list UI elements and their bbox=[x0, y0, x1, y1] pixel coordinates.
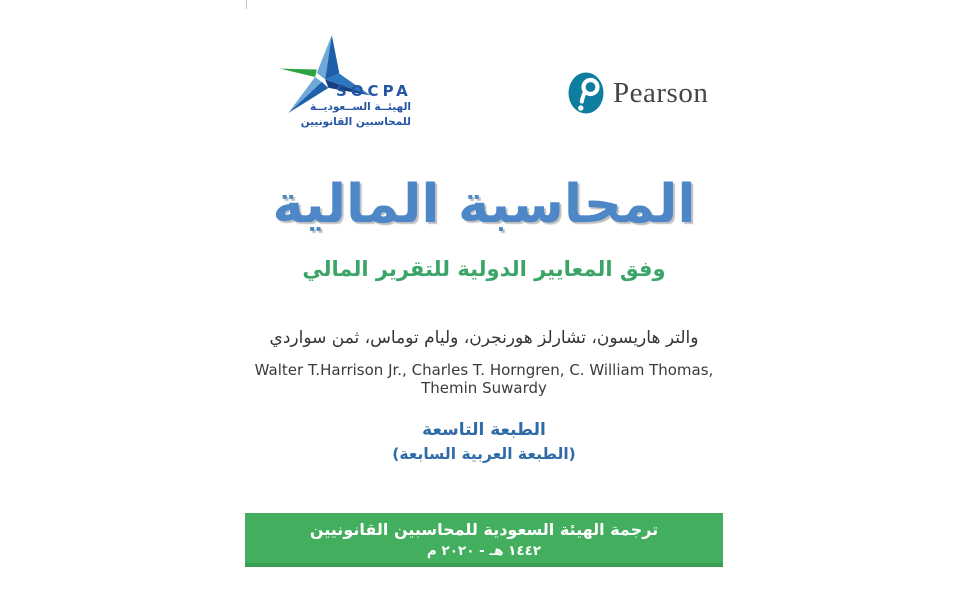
crop-mark bbox=[246, 0, 247, 9]
authors-arabic: والتر هاريسون، تشارلز هورنجرن، وليام توماس، ثمن سواردي bbox=[269, 328, 699, 348]
pearson-wordmark: Pearson bbox=[613, 76, 709, 109]
authors-english-line2: Themin Suwardy bbox=[421, 379, 547, 397]
publisher-banner bbox=[245, 513, 723, 567]
pearson-monogram-icon bbox=[568, 72, 604, 114]
socpa-tagline-line1: الهيئــة الســعوديــة bbox=[309, 101, 411, 113]
socpa-tagline-line2: للمحاسبين القانونيين bbox=[300, 116, 411, 128]
edition-line1: الطبعة التاسعة bbox=[422, 420, 546, 440]
publisher-banner-line1: ترجمة الهيئة السعودية للمحاسبين القانونيين bbox=[309, 520, 659, 539]
authors-english bbox=[245, 361, 723, 397]
edition-line2: (الطبعة العربية السابعة) bbox=[392, 445, 576, 463]
book-subtitle: وفق المعايير الدولية للتقرير المالي bbox=[302, 257, 666, 281]
book-title: المحاسبة المالية bbox=[272, 174, 696, 235]
socpa-wordmark: SOCPA bbox=[336, 82, 412, 100]
publisher-banner-line2: ١٤٤٢ هـ - ٢٠٢٠ م bbox=[426, 543, 542, 559]
socpa-logo bbox=[280, 35, 415, 137]
pearson-logo bbox=[568, 72, 708, 114]
authors-english-line1: Walter T.Harrison Jr., Charles T. Horngren, C. William Thomas, bbox=[254, 361, 714, 379]
